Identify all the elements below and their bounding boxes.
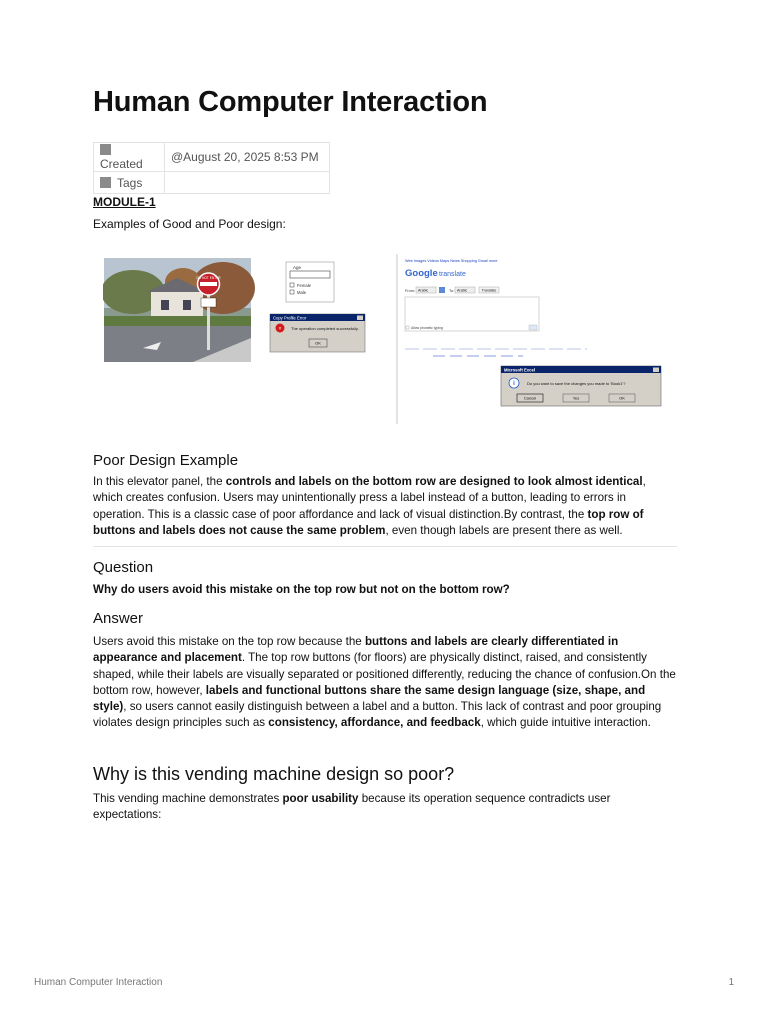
svg-text:Translate: Translate xyxy=(481,288,497,293)
property-value: @August 20, 2025 8:53 PM xyxy=(165,143,330,172)
vending-paragraph xyxy=(93,791,677,824)
properties-table xyxy=(93,142,330,194)
svg-text:Arabic: Arabic xyxy=(457,288,468,293)
form-error-screenshot xyxy=(270,262,365,352)
module-heading: MODULE-1 xyxy=(93,195,156,209)
svg-text:Yes: Yes xyxy=(572,395,580,401)
svg-text:translate: translate xyxy=(439,271,466,278)
stop-sign-photo xyxy=(103,258,255,362)
text-segment: , so users cannot easily distinguish between a label and a button. This lack of contrast and poor grouping violates design principles such as xyxy=(93,700,662,730)
text-segment: , even though labels are present there as well. xyxy=(385,523,623,537)
svg-text:i: i xyxy=(513,381,515,387)
svg-text:Age: Age xyxy=(293,265,302,270)
poor-design-heading: Poor Design Example xyxy=(93,452,239,469)
google-translate-screenshot xyxy=(397,254,661,424)
question-text: Why do users avoid this mistake on the top row but not on the bottom row? xyxy=(93,583,510,596)
text-segment: consistency, affordance, and feedback xyxy=(268,716,481,730)
svg-text:Allow phonetic typing: Allow phonetic typing xyxy=(411,326,443,330)
svg-text:Google: Google xyxy=(405,268,438,279)
page-title: Human Computer Interaction xyxy=(93,86,488,118)
property-key: Tags xyxy=(117,175,143,190)
svg-text:×: × xyxy=(278,326,282,332)
text-segment: In this elevator panel, the xyxy=(93,475,226,488)
property-value xyxy=(165,172,330,194)
svg-text:Do you want to save the change: Do you want to save the changes you made to 'Book1'? xyxy=(527,381,626,386)
svg-text:Male: Male xyxy=(297,290,307,295)
svg-text:Arabic: Arabic xyxy=(418,288,429,293)
svg-text:From:: From: xyxy=(405,289,415,293)
footer-title: Human Computer Interaction xyxy=(34,977,163,988)
property-key: Created xyxy=(100,157,143,171)
svg-text:Copy Profile Error: Copy Profile Error xyxy=(273,315,307,321)
text-segment: This vending machine demonstrates xyxy=(93,792,283,805)
svg-text:Web Images Videos Maps New: Web Images Videos Maps News Shopping Gmail more xyxy=(405,259,498,263)
svg-text:OK: OK xyxy=(315,340,321,346)
property-row-tags xyxy=(94,172,330,194)
text-segment: , which guide intuitive interaction. xyxy=(480,716,651,730)
stop-sign-text: DO NOT ENTER xyxy=(196,276,221,280)
vending-heading: Why is this vending machine design so poor? xyxy=(93,764,455,784)
answer-paragraph xyxy=(93,634,677,732)
poor-design-paragraph xyxy=(93,474,677,539)
text-segment: because its operation sequence contradicts user expectations: xyxy=(93,792,611,822)
svg-text:Female: Female xyxy=(297,283,311,288)
svg-text:Cancel: Cancel xyxy=(523,395,537,401)
text-segment: poor usability xyxy=(282,792,359,805)
answer-heading: Answer xyxy=(93,610,144,627)
text-segment: , which creates confusion. Users may unintentionally press a label instead of a button, leading to errors in operation. This is a classic case of poor affordance and lack of visual distinction.By contrast, the xyxy=(93,475,646,521)
text-segment: Users avoid this mistake on the top row because the xyxy=(93,635,365,648)
svg-text:OK: OK xyxy=(619,395,625,401)
svg-text:To:: To: xyxy=(449,289,455,293)
text-segment: top row of buttons and labels does not cause the same problem xyxy=(93,507,644,537)
text-segment: controls and labels on the bottom row are designed to look almost identical xyxy=(225,475,643,488)
text-segment: buttons and labels are clearly differentiated in appearance and placement xyxy=(93,635,619,665)
text-segment: . The top row buttons (for floors) are physically distinct, raised, and consistently shaped, while their labels are visually separated or positioned differently, reducing the chance of confusion.On the bottom row, however, xyxy=(93,651,676,697)
text-segment: labels and functional buttons share the same design language (size, shape, and style) xyxy=(93,683,646,714)
design-examples-image xyxy=(103,252,683,427)
divider xyxy=(93,546,677,547)
page-number: 1 xyxy=(728,977,734,988)
property-icon xyxy=(100,177,111,188)
svg-text:The operation completed succes: The operation completed successfully. xyxy=(291,326,359,331)
intro-text: Examples of Good and Poor design: xyxy=(93,217,286,231)
property-icon xyxy=(100,144,111,155)
property-row-created xyxy=(94,143,330,172)
svg-text:Microsoft Excel: Microsoft Excel xyxy=(504,367,535,373)
question-heading: Question xyxy=(93,559,154,576)
